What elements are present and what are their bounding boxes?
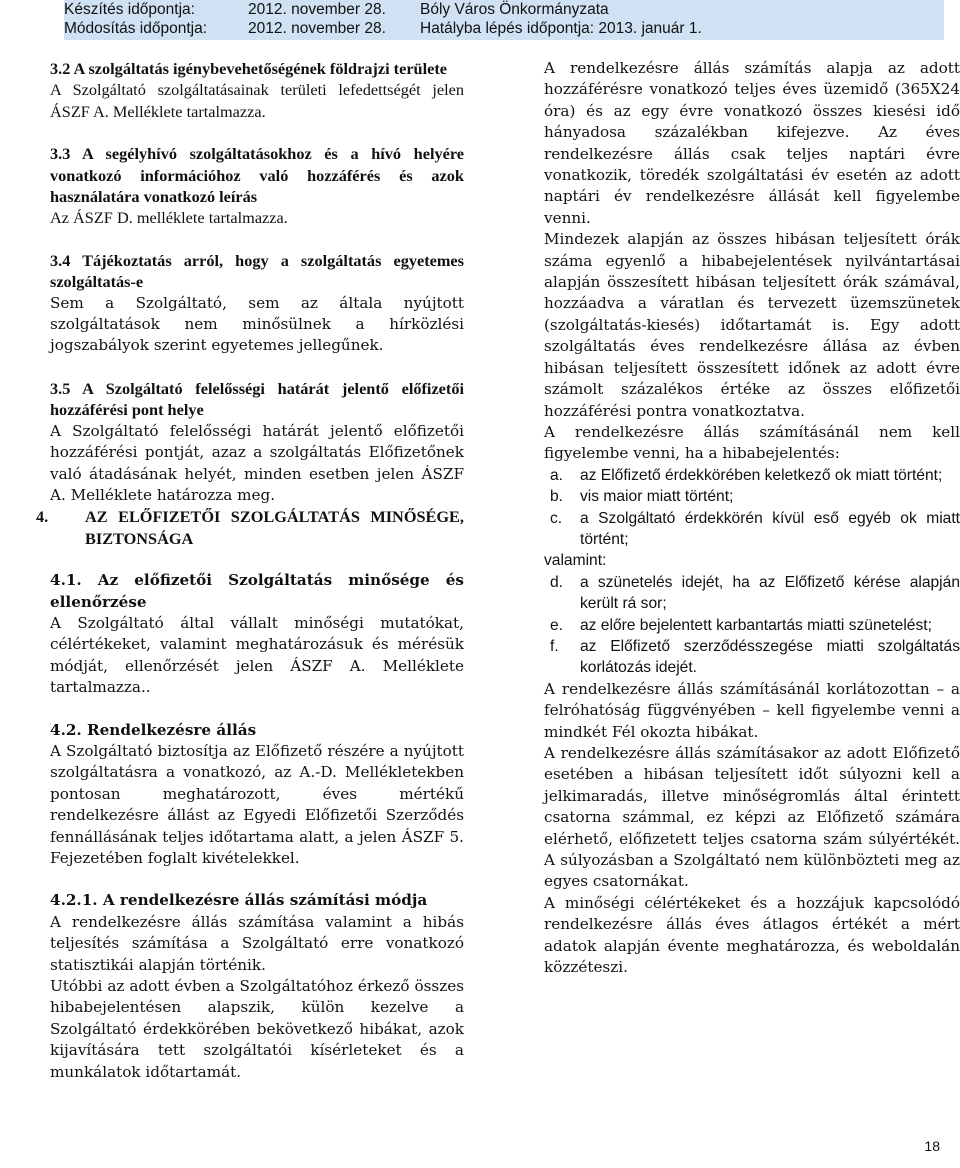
list-item	[544, 486, 960, 507]
left-column	[36, 58, 464, 1083]
list-text: az előre bejelentett karbantartás miatti szünetelést;	[580, 616, 932, 634]
exclusions-list-abc	[544, 465, 960, 551]
section-4-title: AZ ELŐFIZETŐI SZOLGÁLTATÁS MINŐSÉGE, BIZTONSÁGA	[85, 507, 464, 548]
list-text: az Előfizető érdekkörében keletkező ok miatt történt;	[580, 466, 943, 484]
list-item	[544, 572, 960, 615]
section-3-2-body: A Szolgáltató szolgáltatásainak területi lefedettségét jelen ÁSZF A. Melléklete tartalmazza.	[50, 80, 464, 121]
section-4-2-body: A Szolgáltató biztosítja az Előfizető részére a nyújtott szolgáltatásra a vonatkozó, az A.-D. Mellékletekben pontosan meghatározott, éves mértékű rendelkezésre állást az Egyedi Előfizetői Szerződés fennállásának teljes időtartama alatt, a jelen ÁSZF 5. Fejezetében foglalt kivételekkel.	[50, 741, 464, 867]
section-3-5-body: A Szolgáltató felelősségi határát jelentő előfizetői hozzáférési pontját, azaz a szolgáltatás Előfizetőnek való átadásának helyét, minden esetben jelen ÁSZF A. Melléklete határozza meg.	[50, 421, 464, 504]
modified-label: Módosítás időpontja:	[64, 20, 208, 37]
header-row-modified	[64, 19, 702, 38]
list-item	[544, 615, 960, 636]
list-letter: e.	[550, 616, 564, 634]
section-3-4-heading: 3.4 Tájékoztatás arról, hogy a szolgáltatás egyetemes szolgáltatás-e	[50, 250, 464, 292]
section-4-1-body: A Szolgáltató által vállalt minőségi mutatókat, célértékeket, valamint meghatározásuk és mérésük módját, ellenőrzését jelen ÁSZF A. Melléklete tartalmazza..	[50, 613, 464, 697]
section-4-number: 4.	[36, 507, 49, 527]
right-column	[544, 58, 960, 978]
list-item	[544, 636, 960, 679]
mutual-fault-paragraph: A rendelkezésre állás számításánál korlátozottan – a felróhatóság függvényében – kell figyelembe venni a mindkét Fél okozta hibákat.	[544, 679, 960, 741]
faulty-hours-paragraph: Mindezek alapján az összes hibásan teljesített órák száma egyenlő a hibabejelentések nyilvántartásai alapján összesített hibásan teljesített órák számával, hozzáadva a váratlan és tervezett üzemszünetek (szolgáltatás-kiesés) időtartamát is. Egy adott szolgáltatás éves rendelkezésre állása az évben hibásan teljesített összesített időnek az adott évre számolt százalékos értéke az összes előfizetői hozzáférési pontra vonatkoztatva.	[544, 230, 960, 420]
section-4-2-1-body-1: A rendelkezésre állás számítása valamint a hibás teljesítés számítása a Szolgáltató erre vonatkozó statisztikái alapján történik.	[50, 912, 464, 974]
section-4-2-1-heading: 4.2.1. A rendelkezésre állás számítási módja	[50, 891, 428, 910]
list-letter: b.	[550, 488, 564, 506]
organization-name: Bóly Város Önkormányzata	[420, 1, 609, 18]
list-text: a szünetelés idejét, ha az Előfizető kérése alapján került rá sor;	[580, 573, 960, 613]
list-letter: a.	[550, 466, 564, 484]
list-letter: c.	[550, 509, 563, 527]
list-text: vis maior miatt történt;	[580, 488, 734, 506]
targets-publication-paragraph: A minőségi célértékeket és a hozzájuk kapcsolódó rendelkezésre állás éves átlagos értékét a mért adatok alapján évente meghatározza, és weboldalán közzéteszi.	[544, 893, 960, 977]
page-number: 18	[924, 1138, 940, 1154]
created-date: 2012. november 28.	[248, 1, 386, 18]
header-row-created	[64, 0, 609, 19]
list-text: a Szolgáltató érdekkörén kívül eső egyéb ok miatt történt;	[580, 509, 960, 548]
modified-date: 2012. november 28.	[248, 20, 386, 37]
effective-date: Hatályba lépés időpontja: 2013. január 1.	[420, 20, 702, 37]
section-4-1-heading: 4.1. Az előfizetői Szolgáltatás minősége és ellenőrzése	[50, 571, 464, 611]
section-4-2-1-body-2: Utóbbi az adott évben a Szolgáltatóhoz érkező összes hibabejelentésen alapszik, külön kezelve a Szolgáltató érdekkörében bekövetkező hibákat, azok kijavítására tett szolgáltatói kísérleteket és a munkálatok időtartamát.	[50, 977, 464, 1081]
exclusions-intro: A rendelkezésre állás számításánál nem kell figyelembe venni, ha a hibabejelentés:	[544, 422, 960, 463]
list-letter: d.	[550, 573, 564, 591]
section-4-2-heading: 4.2. Rendelkezésre állás	[50, 720, 257, 739]
weighting-paragraph: A rendelkezésre állás számításakor az adott Előfizető esetében a hibásan teljesített időt súlyozni kell a jelkimaradás, illetve minőségromlás által érintett csatorna számmal, ez képzi az Előfizető számára elérhető, előfizetett teljes csatorna szám súlyértékét. A súlyozásban a Szolgáltató nem különbözteti meg az egyes csatornákat.	[544, 744, 960, 891]
section-3-5-heading: 3.5 A Szolgáltató felelősségi határát jelentő előfizetői hozzáférési pont helye	[50, 378, 464, 420]
section-3-3-heading: 3.3 A segélyhívó szolgáltatásokhoz és a hívó helyére vonatkozó információhoz való hozzáférés és azok használatára vonatkozó leírás	[50, 144, 464, 207]
document-header	[64, 0, 944, 40]
list-text: az Előfizető szerződésszegése miatti szolgáltatás korlátozás idejét.	[580, 637, 960, 677]
section-3-2-heading: 3.2 A szolgáltatás igénybevehetőségének földrajzi területe	[50, 59, 448, 78]
exclusions-list-def	[544, 572, 960, 679]
list-letter: f.	[550, 637, 559, 655]
valamint-label: valamint:	[544, 552, 607, 570]
list-item	[544, 508, 960, 551]
list-item	[544, 465, 960, 486]
section-3-3-body: Az ÁSZF D. melléklete tartalmazza.	[50, 208, 288, 228]
created-label: Készítés időpontja:	[64, 1, 195, 18]
section-3-4-body: Sem a Szolgáltató, sem az általa nyújtott szolgáltatások nem minősülnek a hírközlési jogszabályok szerint egyetemes jellegűnek.	[50, 293, 464, 355]
availability-basis-paragraph: A rendelkezésre állás számítás alapja az adott hozzáférésre vonatkozó teljes éves üzemidő (365X24 óra) és az egy évre vonatkozó összes kiesési idő hányadosa százalékban kifejezve. Az éves rendelkezésre állás csak teljes naptári évre vonatkozik, töredék szolgáltatási év esetén az adott naptári év rendelkezésre állását kell figyelembe venni.	[544, 59, 960, 227]
section-4-heading	[36, 506, 464, 549]
